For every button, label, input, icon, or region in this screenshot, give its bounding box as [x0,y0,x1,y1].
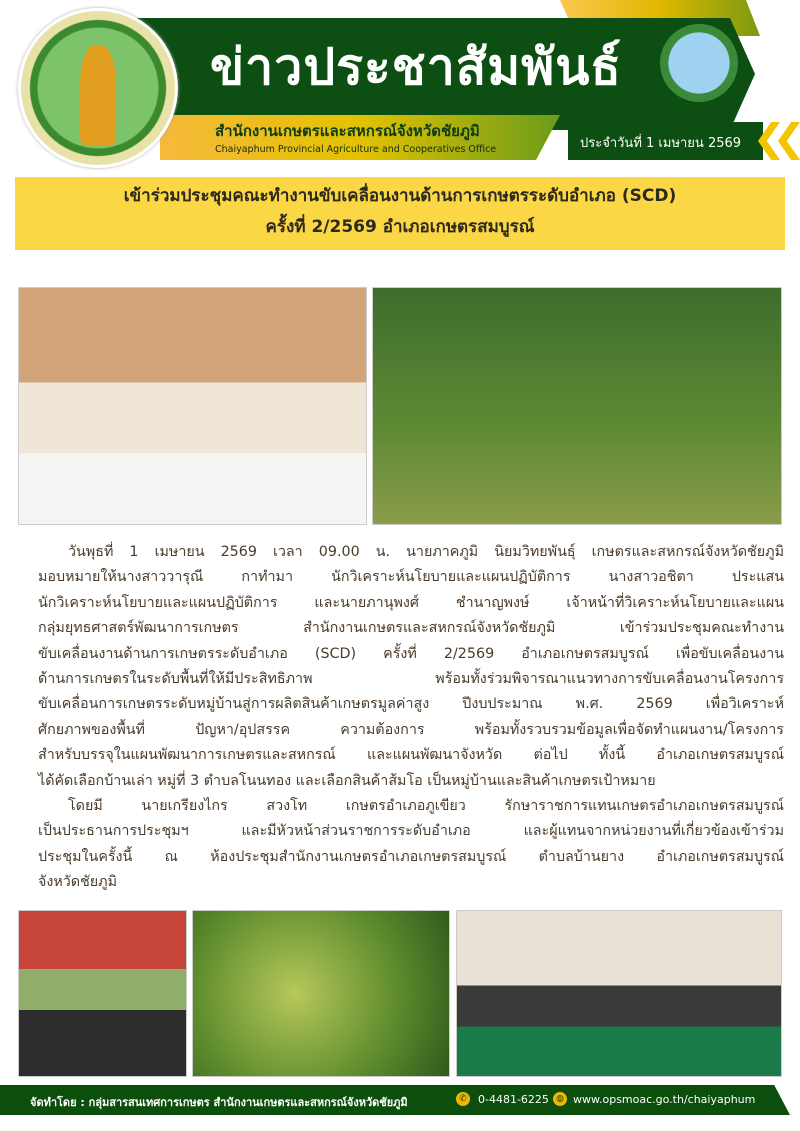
logo-figure [80,45,116,145]
photo-meeting-speaker [18,287,367,525]
headline-box [15,177,785,250]
body-line: ขับเคลื่อนการเกษตรระดับหมู่บ้านสู่การผลิตสินค้าเกษตรมูลค่าสูง ปีงบประมาณ พ.ศ. 2569 เพื่อวิเคราะห์ [38,696,784,713]
body-line: ได้คัดเลือกบ้านเล่า หมู่ที่ 3 ตำบลโนนทอง และเลือกสินค้าส้มโอ เป็นหมู่บ้านและสินค้าเกษตรเป้าหมาย [38,772,656,789]
body-line: ด้านการเกษตรในระดับพื้นที่ให้มีประสิทธิภาพ พร้อมทั้งร่วมพิจารณาแนวทางการขับเคลื่อนงานโครงการ [38,671,784,688]
chevron-icon [778,122,800,160]
footer-phone: 0-4481-6225 [478,1093,549,1106]
body-line: สำหรับบรรจุในแผนพัฒนาการเกษตรและสหกรณ์ และแผนพัฒนาจังหวัด ต่อไป ทั้งนี้ อำเภอเกษตรสมบูรณ์ [38,747,784,764]
globe-icon: ◍ [553,1092,567,1106]
headline-line-2: ครั้งที่ 2/2569 อำเภอเกษตรสมบูรณ์ [265,217,535,237]
footer-organizer: จัดทำโดย : กลุ่มสารสนเทศการเกษตร สำนักงานเกษตรและสหกรณ์จังหวัดชัยภูมิ [30,1096,408,1109]
photo-meeting-table [456,910,782,1077]
province-seal [660,24,738,102]
photo-meeting-attendees [18,910,187,1077]
phone-icon: ✆ [456,1092,470,1106]
footer-website[interactable]: www.opsmoac.go.th/chaiyaphum [573,1093,756,1106]
issue-date: ประจำวันที่ 1 เมษายน 2569 [580,136,742,151]
photo-pomelo-tree [192,910,450,1077]
office-name-th: สำนักงานเกษตรและสหกรณ์จังหวัดชัยภูมิ [215,122,480,140]
headline-line-1: เข้าร่วมประชุมคณะทำงานขับเคลื่อนงานด้านการเกษตรระดับอำเภอ (SCD) [123,186,677,206]
office-name-en: Chaiyaphum Provincial Agriculture and Cooperatives Office [215,144,497,155]
body-line: นักวิเคราะห์นโยบายและแผนปฏิบัติการ และนายภานุพงศ์ ชำนาญพงษ์ เจ้าหน้าที่วิเคราะห์นโยบายและแผน [38,594,784,611]
photo-pomelo-orchard-group [372,287,782,525]
body-line: จังหวัดชัยภูมิ [38,874,118,891]
body-line: กลุ่มยุทธศาสตร์พัฒนาการเกษตร สำนักงานเกษตรและสหกรณ์จังหวัดชัยภูมิ เข้าร่วมประชุมคณะทำงาน [38,620,784,637]
body-line: วันพุธที่ 1 เมษายน 2569 เวลา 09.00 น. นายภาคภูมิ นิยมวิทยพันธุ์ เกษตรและสหกรณ์จังหวัดชัยภูมิ [68,544,784,560]
page-title: ข่าวประชาสัมพันธ์ [210,38,622,96]
body-line: เป็นประธานการประชุมฯ และมีหัวหน้าส่วนราชการระดับอำเภอ และผู้แทนจากหน่วยงานที่เกี่ยวข้องเข้าร่วม [38,823,784,840]
body-line: ขับเคลื่อนงานด้านการเกษตรระดับอำเภอ (SCD) ครั้งที่ 2/2569 อำเภอเกษตรสมบูรณ์ เพื่อขับเคลื่อนงาน [38,645,784,662]
body-line: ประชุมในครั้งนี้ ณ ห้องประชุมสำนักงานเกษตรอำเภอเกษตรสมบูรณ์ ตำบลบ้านยาง อำเภอเกษตรสมบูรณ์ [38,848,784,865]
body-line: โดยมี นายเกรียงไกร สวงโท เกษตรอำเภอภูเขียว รักษาราชการแทนเกษตรอำเภอเกษตรสมบูรณ์ [68,798,784,815]
body-line: ศักยภาพของพื้นที่ ปัญหา/อุปสรรค ความต้องการ พร้อมทั้งรวบรวมข้อมูลเพื่อจัดทำแผนงาน/โครงการ [38,721,784,738]
article-body [38,540,784,896]
body-line: มอบหมายให้นางสาววารุณี กาทำมา นักวิเคราะห์นโยบายและแผนปฏิบัติการ นางสาวอชิตา ประแสน [38,569,784,586]
